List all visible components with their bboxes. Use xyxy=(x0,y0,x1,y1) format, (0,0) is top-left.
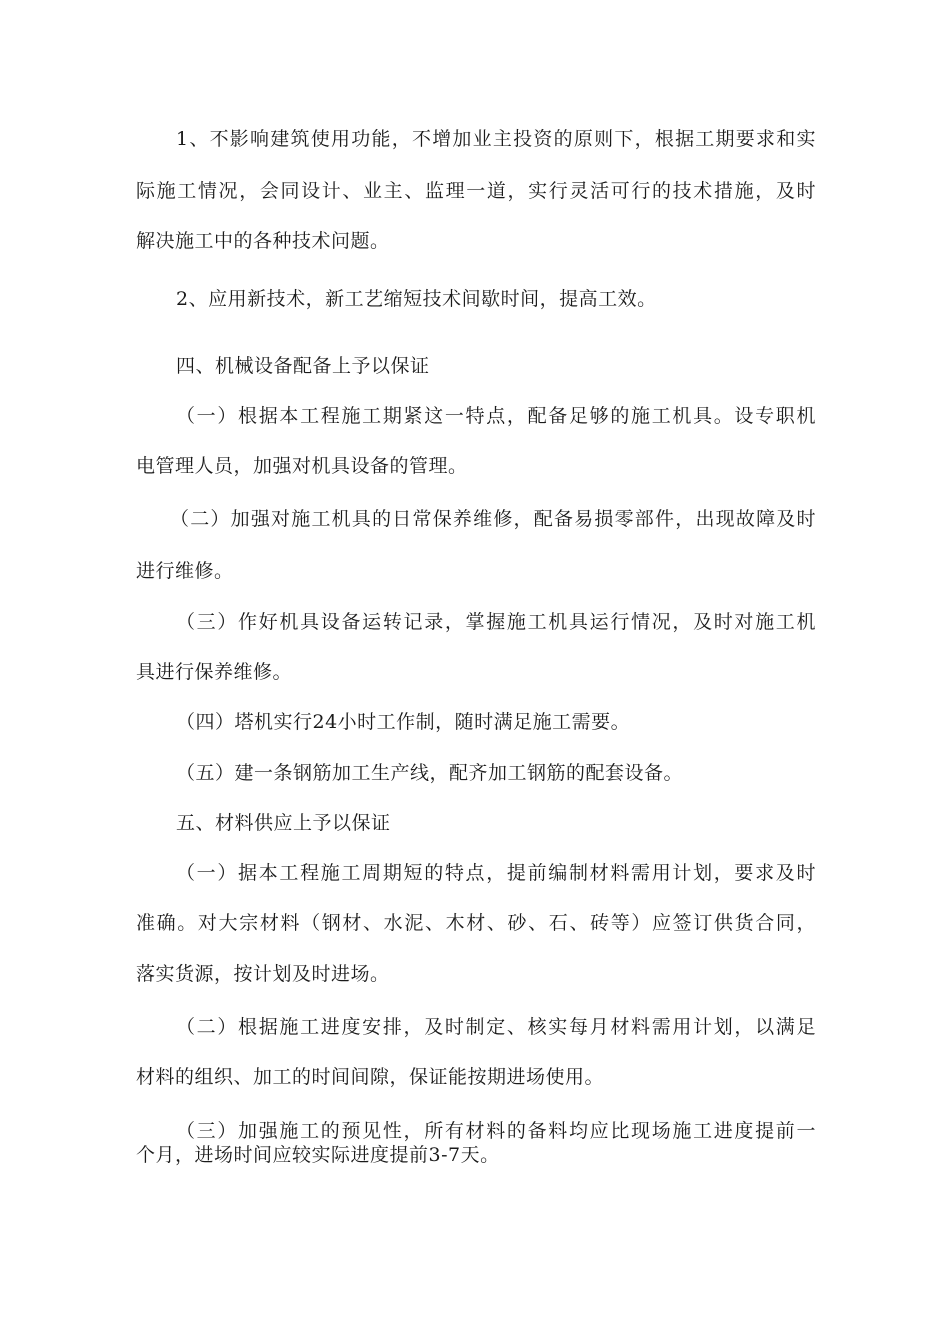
section-heading-5: 五、材料供应上予以保证 xyxy=(176,812,391,834)
item-4-4: （四）塔机实行24小时工作制，随时满足施工需要。 xyxy=(176,711,631,733)
paragraph-1-line-3: 解决施工中的各种技术问题。 xyxy=(136,230,390,252)
paragraph-1-line-2: 际施工情况，会同设计、业主、监理一道，实行灵活可行的技术措施，及时 xyxy=(136,180,816,202)
item-4-3-line-1: （三）作好机具设备运转记录，掌握施工机具运行情况，及时对施工机 xyxy=(176,611,816,633)
section-heading-4: 四、机械设备配备上予以保证 xyxy=(176,355,430,377)
item-5-3-line-2: 个月，进场时间应较实际进度提前3-7天。 xyxy=(136,1144,500,1166)
item-4-2-line-2: 进行维修。 xyxy=(136,560,234,582)
paragraph-1-line-1: 1、不影响建筑使用功能，不增加业主投资的原则下，根据工期要求和实 xyxy=(176,128,816,150)
item-4-2-line-1: （二）加强对施工机具的日常保养维修，配备易损零部件，出现故障及时 xyxy=(170,508,816,530)
item-4-1-line-2: 电管理人员，加强对机具设备的管理。 xyxy=(136,455,468,477)
paragraph-2: 2、应用新技术，新工艺缩短技术间歇时间，提高工效。 xyxy=(176,288,657,310)
item-4-5: （五）建一条钢筋加工生产线，配齐加工钢筋的配套设备。 xyxy=(176,762,684,784)
item-5-1-line-1: （一）据本工程施工周期短的特点，提前编制材料需用计划，要求及时 xyxy=(176,862,816,884)
item-5-2-line-2: 材料的组织、加工的时间间隙，保证能按期进场使用。 xyxy=(136,1066,605,1088)
item-4-1-line-1: （一）根据本工程施工期紧这一特点，配备足够的施工机具。设专职机 xyxy=(176,405,816,427)
item-5-1-line-2: 准确。对大宗材料（钢材、水泥、木材、砂、石、砖等）应签订供货合同， xyxy=(136,912,816,934)
item-4-3-line-2: 具进行保养维修。 xyxy=(136,661,293,683)
item-5-3-line-1: （三）加强施工的预见性，所有材料的备料均应比现场施工进度提前一 xyxy=(176,1120,816,1142)
item-5-2-line-1: （二）根据施工进度安排，及时制定、核实每月材料需用计划，以满足 xyxy=(176,1016,816,1038)
item-5-1-line-3: 落实货源，按计划及时进场。 xyxy=(136,963,390,985)
